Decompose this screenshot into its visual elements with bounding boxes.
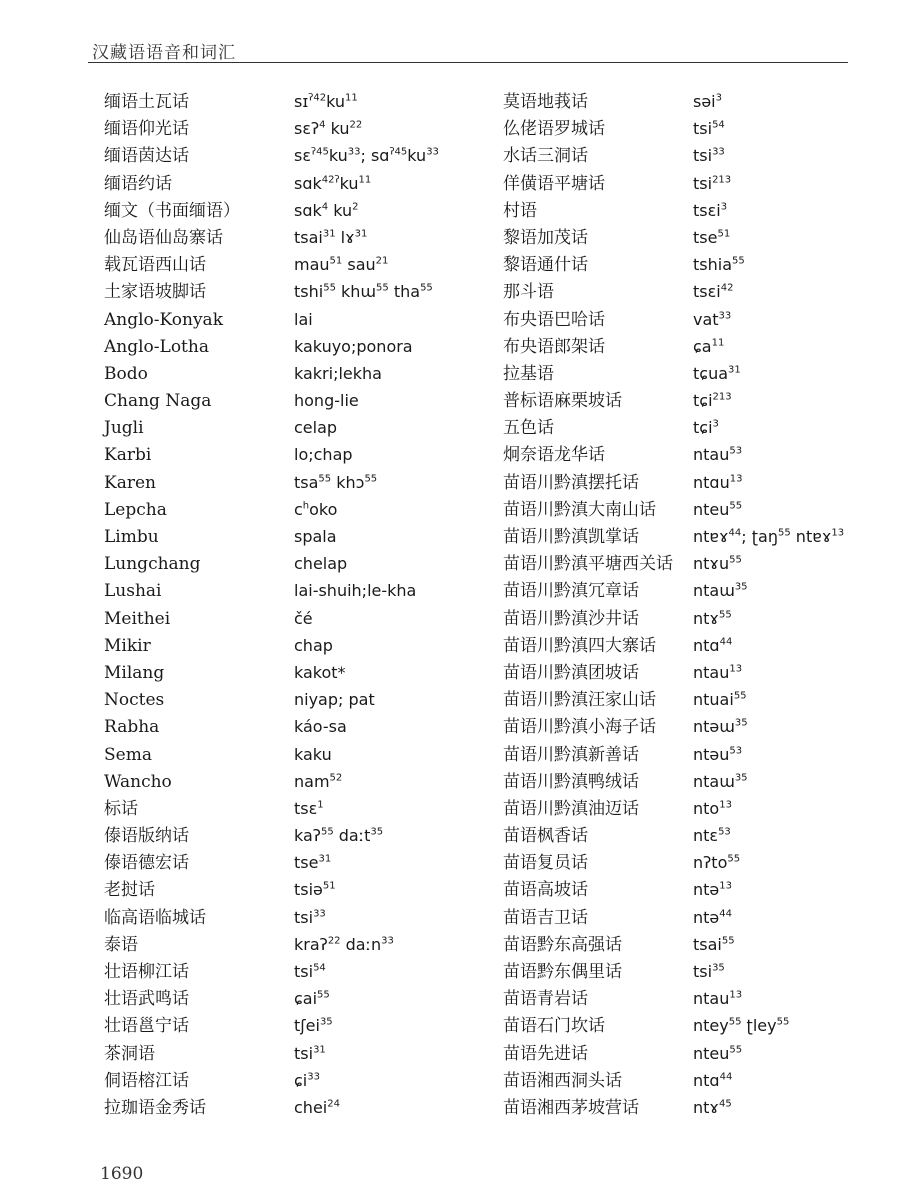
dialect-name: 傣语德宏话	[104, 853, 189, 874]
phonetic-form: mau$^{51}$ sau$^{21}$	[294, 255, 389, 275]
phonetic-form: ntɤu$^{55}$	[693, 554, 742, 574]
left-column	[104, 88, 494, 1121]
entry-row	[104, 931, 494, 958]
entry-row	[104, 577, 494, 604]
dialect-name: 缅文（书面缅语）	[104, 200, 240, 221]
dialect-name: 载瓦语西山话	[104, 255, 206, 276]
entry-row	[503, 469, 895, 496]
entry-row	[503, 686, 895, 713]
phonetic-form: ɕa$^{11}$	[693, 336, 725, 356]
dialect-name: 壮语邕宁话	[104, 1016, 189, 1037]
dialect-name: 苗语川黔滇冗章话	[503, 581, 639, 602]
phonetic-form: tsi$^{33}$	[294, 907, 326, 927]
dialect-name: 缅语土瓦话	[104, 92, 189, 112]
dialect-name: Anglo-Konyak	[104, 309, 223, 330]
phonetic-form: ntau$^{53}$	[693, 445, 743, 465]
dialect-name: 标话	[104, 798, 138, 819]
dialect-name: 老挝话	[104, 880, 155, 901]
dialect-name: 苗语川黔滇四大寨话	[503, 635, 656, 656]
entry-row	[503, 577, 895, 604]
entry-row	[503, 958, 895, 985]
entry-row	[104, 686, 494, 713]
entry-row	[503, 632, 895, 659]
dialect-name: Chang Naga	[104, 391, 212, 412]
entry-row	[503, 876, 895, 903]
phonetic-form: sɑk$^4$ $ku^2$	[294, 200, 359, 220]
dialect-name: Jugli	[104, 418, 144, 439]
phonetic-form: ntɛ$^{53}$	[693, 826, 731, 846]
dialect-name: 苗语青岩话	[503, 989, 588, 1010]
dialect-name: 黎语加茂话	[503, 227, 588, 248]
dialect-name: 苗语川黔滇摆托话	[503, 472, 639, 493]
phonetic-form: tsiə$^{51}$	[294, 880, 336, 900]
entry-row	[104, 278, 494, 305]
entry-row	[104, 496, 494, 523]
phonetic-form: kakri;lekha	[294, 363, 382, 383]
phonetic-form: ntə$^{44}$	[693, 907, 732, 927]
dialect-name: 佯僙语平塘话	[503, 173, 605, 194]
phonetic-form: ntuai$^{55}$	[693, 690, 747, 710]
phonetic-form: tse$^{51}$	[693, 227, 731, 247]
dialect-name: 苗语湘西茅坡营话	[503, 1097, 639, 1118]
entry-row	[503, 224, 895, 251]
phonetic-form: nteu$^{55}$	[693, 1043, 743, 1063]
entry-row	[104, 849, 494, 876]
phonetic-form: ntɑu$^{13}$	[693, 472, 743, 492]
dialect-name: Rabha	[104, 717, 160, 738]
phonetic-form: ɕi$^{33}$	[294, 1070, 320, 1090]
entry-row	[503, 387, 895, 414]
phonetic-form: ntɤ$^{55}$	[693, 608, 732, 628]
entry-row	[104, 251, 494, 278]
dialect-name: 苗语高坡话	[503, 880, 588, 901]
dialect-name: 苗语川黔滇平塘西关话	[503, 554, 673, 575]
phonetic-form: nʔto$^{55}$	[693, 853, 741, 873]
phonetic-form: ntɤ$^{45}$	[693, 1097, 732, 1117]
dialect-name: 莫语地莪话	[503, 92, 588, 112]
phonetic-form: $sɑk^{42ʔ}ku^{11}$	[294, 173, 372, 193]
entry-row	[503, 931, 895, 958]
phonetic-form: sɛʔ$^4$ $ku^{22}$	[294, 119, 363, 139]
dialect-name: 茶洞语	[104, 1043, 155, 1064]
dialect-name: Mikir	[104, 635, 151, 656]
entry-row	[503, 1094, 895, 1121]
dialect-name: 五色话	[503, 418, 554, 439]
entry-row	[503, 605, 895, 632]
entry-row	[104, 88, 494, 115]
dialect-name: Milang	[104, 662, 165, 683]
entry-row	[503, 115, 895, 142]
phonetic-form: tsi$^{33}$	[693, 146, 725, 166]
dialect-name: 苗语川黔滇新善话	[503, 744, 639, 765]
entry-row	[104, 142, 494, 169]
phonetic-form: ntɑ$^{44}$	[693, 1070, 733, 1090]
dialect-name: 侗语榕江话	[104, 1070, 189, 1091]
dialect-name: 炯奈语龙华话	[503, 445, 605, 466]
entry-row	[104, 1040, 494, 1067]
phonetic-form: tɕua$^{31}$	[693, 363, 741, 383]
dialect-name: 苗语石门坎话	[503, 1016, 605, 1037]
entry-row	[104, 197, 494, 224]
entry-row	[503, 496, 895, 523]
phonetic-form: $sɛ^{ʔ45}ku^{33}$; $sɑ^{ʔ45}ku^{33}$	[294, 146, 439, 166]
phonetic-form: vat$^{33}$	[693, 309, 732, 329]
phonetic-form: tɕi$^3$	[693, 418, 719, 438]
dialect-name: 土家语坡脚话	[104, 282, 206, 303]
entry-row	[503, 768, 895, 795]
phonetic-form: ntəu$^{53}$	[693, 744, 743, 764]
phonetic-form: chelap	[294, 554, 348, 574]
entry-row	[104, 441, 494, 468]
entry-row	[503, 142, 895, 169]
phonetic-form: kaʔ$^{55}$ daːt$^{35}$	[294, 826, 384, 846]
dialect-name: 壮语柳江话	[104, 962, 189, 982]
phonetic-form: kraʔ$^{22}$ daːn$^{33}$	[294, 934, 394, 954]
entry-row	[104, 360, 494, 387]
dialect-name: Bodo	[104, 363, 148, 384]
entry-row	[503, 523, 895, 550]
phonetic-form: tsi$^{31}$	[294, 1043, 326, 1063]
dialect-name: 仫佬语罗城话	[503, 119, 605, 140]
entry-row	[503, 414, 895, 441]
dialect-name: 壮语武鸣话	[104, 989, 189, 1010]
entry-row	[503, 306, 895, 333]
entry-row	[104, 523, 494, 550]
entry-row	[503, 333, 895, 360]
dialect-name: 普标语麻栗坡话	[503, 391, 622, 412]
phonetic-form: ntaɯ$^{35}$	[693, 771, 748, 791]
dialect-name: Lushai	[104, 581, 162, 602]
entry-row	[104, 632, 494, 659]
dialect-name: 临高语临城话	[104, 907, 206, 928]
dialect-name: 那斗语	[503, 282, 554, 303]
phonetic-form: tsi$^{35}$	[693, 962, 725, 981]
dialect-name: 村语	[503, 200, 537, 221]
phonetic-form: spala	[294, 527, 337, 546]
phonetic-form: lo;chap	[294, 445, 353, 465]
dialect-name: 苗语川黔滇凯掌话	[503, 527, 639, 547]
entry-row	[503, 713, 895, 740]
entry-row	[104, 659, 494, 686]
page-number: 1690	[100, 1164, 144, 1184]
dialect-name: 苗语枫香话	[503, 826, 588, 847]
phonetic-form: ntəɯ$^{35}$	[693, 717, 748, 737]
dialect-name: 拉珈语金秀话	[104, 1097, 206, 1118]
entry-row	[104, 550, 494, 577]
dialect-name: 苗语川黔滇大南山话	[503, 499, 656, 520]
phonetic-form: tsɛ$^1$	[294, 798, 324, 818]
entry-row	[503, 659, 895, 686]
phonetic-form: káo-sa	[294, 717, 347, 737]
entry-row	[503, 1012, 895, 1039]
entry-row	[104, 1067, 494, 1094]
entry-row	[503, 251, 895, 278]
phonetic-form: ntɐɤ$^{44}$; ʈaŋ$^{55}$ ntɐɤ$^{13}$	[693, 527, 845, 546]
entry-row	[104, 170, 494, 197]
entry-row	[104, 768, 494, 795]
entry-row	[503, 170, 895, 197]
phonetic-form: tse$^{31}$	[294, 853, 332, 873]
dialect-name: Limbu	[104, 527, 159, 547]
entry-row	[104, 333, 494, 360]
entry-row	[503, 278, 895, 305]
phonetic-form: lai	[294, 309, 313, 329]
entry-row	[503, 741, 895, 768]
phonetic-form: $c^hoko$	[294, 499, 338, 519]
dialect-name: Meithei	[104, 608, 171, 629]
phonetic-form: nam$^{52}$	[294, 771, 343, 791]
phonetic-form: ntau$^{13}$	[693, 662, 743, 682]
entry-row	[104, 1094, 494, 1121]
phonetic-form: tshi$^{55}$ khɯ$^{55}$ tha$^{55}$	[294, 282, 433, 302]
dialect-name: 苗语川黔滇沙井话	[503, 608, 639, 629]
dialect-name: 缅语仰光话	[104, 119, 189, 140]
phonetic-form: hong-lie	[294, 391, 359, 411]
dialect-name: 苗语黔东偶里话	[503, 962, 622, 982]
phonetic-form: celap	[294, 418, 338, 438]
dialect-name: 缅语茵达话	[104, 146, 189, 167]
dialect-name: 苗语川黔滇小海子话	[503, 717, 656, 738]
entry-row	[503, 550, 895, 577]
phonetic-form: $sɪ^{ʔ42}ku^{11}$	[294, 92, 358, 111]
phonetic-form: čé	[294, 608, 313, 628]
dialect-name: 苗语复员话	[503, 853, 588, 874]
dialect-name: 苗语川黔滇汪家山话	[503, 690, 656, 711]
entry-row	[104, 306, 494, 333]
dialect-name: 苗语川黔滇鸭绒话	[503, 771, 639, 792]
entry-row	[104, 469, 494, 496]
entry-row	[104, 224, 494, 251]
entry-row	[104, 605, 494, 632]
entry-row	[503, 1040, 895, 1067]
dialect-name: Karbi	[104, 445, 152, 466]
entry-row	[104, 795, 494, 822]
entry-row	[104, 876, 494, 903]
dialect-name: 苗语川黔滇油迈话	[503, 798, 639, 819]
phonetic-form: tsi$^{54}$	[693, 119, 725, 139]
phonetic-form: səi$^3$	[693, 92, 722, 111]
entry-row	[104, 387, 494, 414]
entry-row	[503, 822, 895, 849]
entry-row	[503, 88, 895, 115]
phonetic-form: ntau$^{13}$	[693, 989, 743, 1009]
entry-row	[503, 1067, 895, 1094]
entry-row	[104, 985, 494, 1012]
phonetic-form: ntey$^{55}$ ʈley$^{55}$	[693, 1016, 790, 1036]
dialect-name: 泰语	[104, 934, 138, 955]
entry-row	[104, 414, 494, 441]
dialect-name: Wancho	[104, 771, 172, 792]
entry-row	[503, 849, 895, 876]
phonetic-form: tsi$^{54}$	[294, 962, 326, 981]
dialect-name: 苗语川黔滇团坡话	[503, 662, 639, 683]
dialect-name: 傣语版纳话	[104, 826, 189, 847]
entry-row	[503, 441, 895, 468]
right-column	[503, 88, 895, 1121]
phonetic-form: chap	[294, 635, 333, 655]
running-header: 汉藏语语音和词汇	[92, 43, 236, 63]
phonetic-form: nteu$^{55}$	[693, 499, 743, 519]
phonetic-form: tsai$^{55}$	[693, 934, 735, 954]
dialect-name: 缅语约话	[104, 173, 172, 194]
phonetic-form: nto$^{13}$	[693, 798, 732, 818]
phonetic-form: kaku	[294, 744, 332, 764]
phonetic-form: kakot*	[294, 662, 346, 682]
phonetic-form: ɕai$^{55}$	[294, 989, 330, 1009]
entry-row	[503, 904, 895, 931]
phonetic-form: tsai$^{31}$ lɤ$^{31}$	[294, 227, 368, 247]
phonetic-form: tɕi$^{213}$	[693, 391, 732, 411]
dialect-name: 布央语郎架话	[503, 336, 605, 357]
entry-row	[104, 1012, 494, 1039]
phonetic-form: tsɛi$^3$	[693, 200, 728, 220]
header-rule	[88, 62, 848, 63]
phonetic-form: tshia$^{55}$	[693, 255, 745, 275]
dialect-name: Noctes	[104, 690, 165, 711]
entry-row	[104, 741, 494, 768]
dialect-name: Lepcha	[104, 499, 167, 520]
phonetic-form: tsɛi$^{42}$	[693, 282, 734, 302]
entry-row	[104, 115, 494, 142]
dialect-name: 苗语吉卫话	[503, 907, 588, 928]
dialect-name: 拉基语	[503, 363, 554, 384]
entry-row	[503, 795, 895, 822]
dialect-name: 水话三洞话	[503, 146, 588, 167]
dialect-name: 苗语湘西洞头话	[503, 1070, 622, 1091]
phonetic-form: ntaɯ$^{35}$	[693, 581, 748, 601]
phonetic-form: ntə$^{13}$	[693, 880, 732, 900]
dialect-name: 黎语通什话	[503, 255, 588, 276]
phonetic-form: kakuyo;ponora	[294, 336, 413, 356]
phonetic-form: ntɑ$^{44}$	[693, 635, 733, 655]
phonetic-form: tsa$^{55}$ khɔ$^{55}$	[294, 472, 378, 492]
dialect-name: Karen	[104, 472, 156, 493]
phonetic-form: tsi$^{213}$	[693, 173, 732, 193]
dialect-name: Sema	[104, 744, 152, 765]
phonetic-form: lai-shuih;le-kha	[294, 581, 417, 601]
entry-row	[503, 985, 895, 1012]
phonetic-form: chei$^{24}$	[294, 1097, 340, 1117]
entry-row	[104, 713, 494, 740]
dialect-name: 仙岛语仙岛寨话	[104, 227, 223, 248]
dialect-name: 苗语黔东高强话	[503, 934, 622, 955]
entry-row	[503, 197, 895, 224]
entry-row	[104, 958, 494, 985]
entry-row	[104, 904, 494, 931]
dialect-name: Lungchang	[104, 554, 201, 575]
entry-row	[503, 360, 895, 387]
dialect-name: 苗语先进话	[503, 1043, 588, 1064]
phonetic-form: tʃei$^{35}$	[294, 1016, 333, 1036]
dialect-name: 布央语巴哈话	[503, 309, 605, 330]
dialect-name: Anglo-Lotha	[104, 336, 209, 357]
phonetic-form: niyap; pat	[294, 690, 375, 710]
entry-row	[104, 822, 494, 849]
